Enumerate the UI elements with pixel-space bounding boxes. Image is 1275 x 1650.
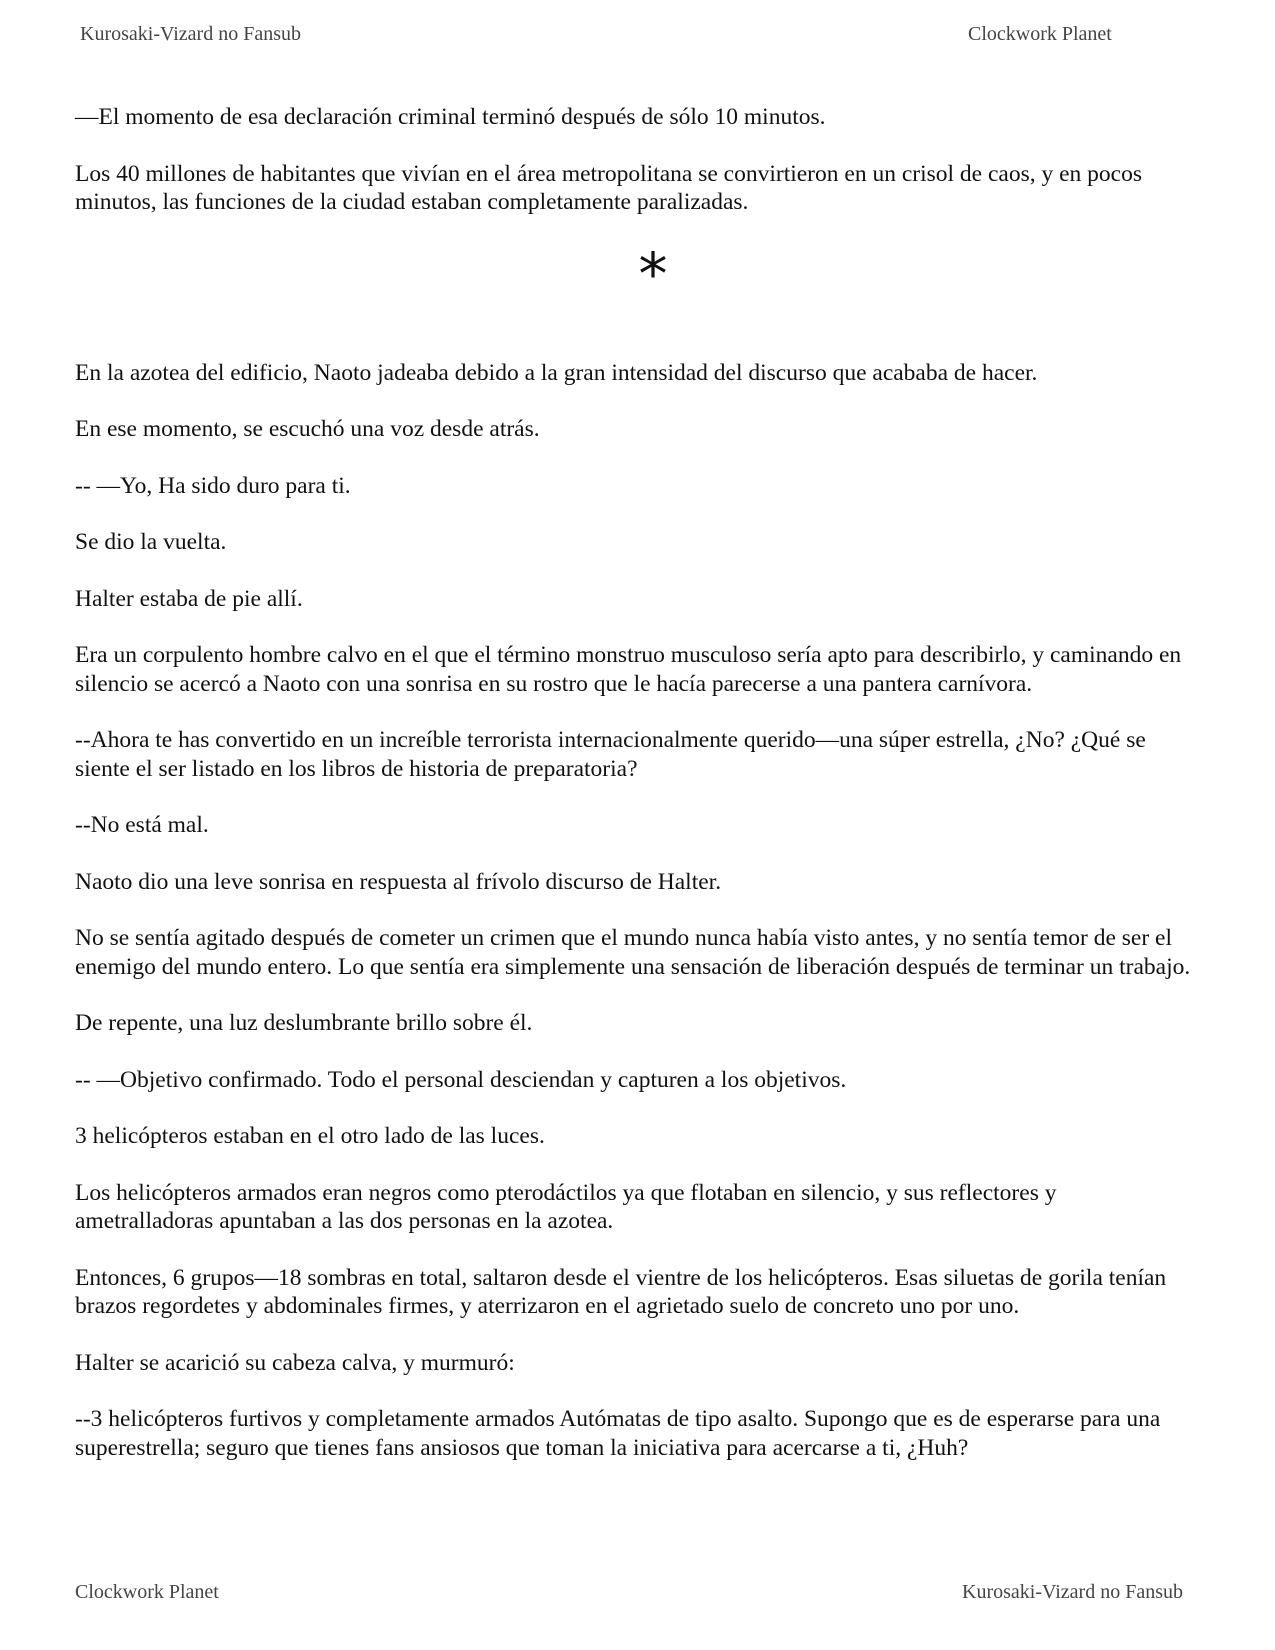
paragraph: Se dio la vuelta. [75, 529, 227, 555]
section-separator-asterisk: * [638, 239, 668, 308]
paragraph: —El momento de esa declaración criminal terminó después de sólo 10 minutos. [75, 104, 826, 130]
paragraph: Los 40 millones de habitantes que vivían en el área metropolitana se convirtieron en un crisol de caos, y en pocos minutos, las funciones de la ciudad estaban completamente paralizadas. [75, 160, 1142, 215]
paragraph: -- —Yo, Ha sido duro para ti. [75, 472, 351, 499]
paragraph: Naoto dio una leve sonrisa en respuesta al frívolo discurso de Halter. [75, 868, 722, 895]
footer-right-text: Kurosaki-Vizard no Fansub [962, 1581, 1183, 1603]
paragraph: De repente, una luz deslumbrante brillo sobre él. [75, 1010, 533, 1036]
footer-left-text: Clockwork Planet [75, 1581, 219, 1603]
header-left-text: Kurosaki-Vizard no Fansub [80, 23, 301, 45]
paragraph: --3 helicópteros furtivos y completamente armados Autómatas de tipo asalto. Supongo que es de esperarse para una superestrella; seguro que tienes fans ansiosos que toman la iniciativa para acercarse a ti, ¿Huh? [75, 1406, 1161, 1461]
header-right-text: Clockwork Planet [968, 23, 1112, 45]
paragraph: --No está mal. [75, 812, 209, 838]
paragraph: --Ahora te has convertido en un increíble terrorista internacionalmente querido—una súper estrella, ¿No? ¿Qué se siente el ser listado en los libros de historia de preparatoria? [75, 727, 1146, 782]
paragraph: Era un corpulento hombre calvo en el que el término monstruo musculoso sería apto para describirlo, y caminando en silencio se acercó a Naoto con una sonrisa en su rostro que le hacía parecerse a una pantera carnívora. [75, 642, 1182, 697]
paragraph: 3 helicópteros estaban en el otro lado de las luces. [75, 1123, 545, 1149]
paragraph: Halter estaba de pie allí. [75, 585, 303, 612]
document-body [75, 103, 1197, 1490]
paragraph: Entonces, 6 grupos—18 sombras en total, saltaron desde el vientre de los helicópteros. Esas siluetas de gorila tenían brazos regordetes y abdominales firmes, y aterrizaron en el agrietado suelo de concreto uno por uno. [75, 1264, 1167, 1319]
paragraph: Los helicópteros armados eran negros como pterodáctilos ya que flotaban en silencio, y sus reflectores y ametralladoras apuntaban a las dos personas en la azotea. [75, 1179, 1057, 1234]
paragraph: Halter se acarició su cabeza calva, y murmuró: [75, 1349, 515, 1376]
paragraph: En ese momento, se escuchó una voz desde atrás. [75, 416, 540, 442]
paragraph: -- —Objetivo confirmado. Todo el personal desciendan y capturen a los objetivos. [75, 1066, 847, 1093]
paragraph: No se sentía agitado después de cometer un crimen que el mundo nunca había visto antes, y no sentía temor de ser el enemigo del mundo entero. Lo que sentía era simplemente una sensación de liberación después de terminar un trabajo. [75, 925, 1191, 980]
paragraph: En la azotea del edificio, Naoto jadeaba debido a la gran intensidad del discurso que acababa de hacer. [75, 359, 1038, 386]
